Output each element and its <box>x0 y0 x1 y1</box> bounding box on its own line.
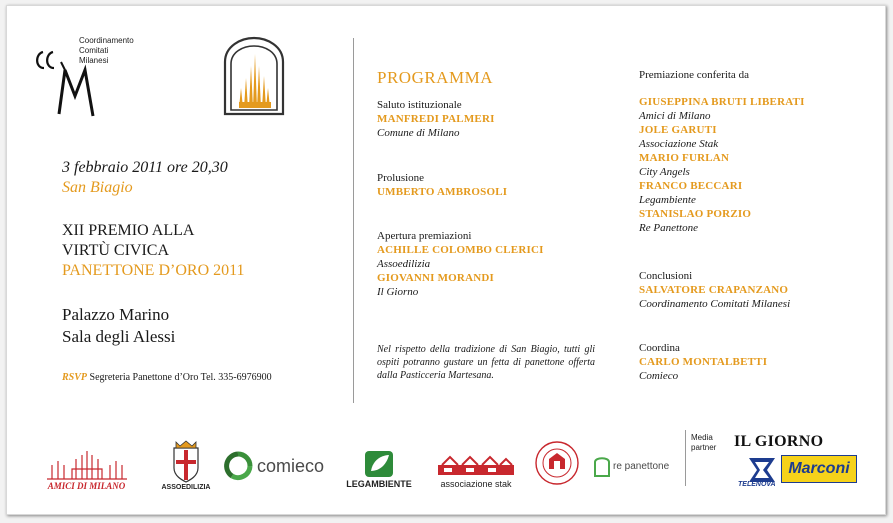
media-label-line: partner <box>691 443 717 452</box>
speaker-org: Comune di Milano <box>377 127 460 139</box>
award-name: STANISLAO PORZIO <box>639 208 752 220</box>
award-org: City Angels <box>639 166 690 178</box>
award-name: GIUSEPPINA BRUTI LIBERATI <box>639 96 805 108</box>
speaker-org: Assoedilizia <box>377 258 431 270</box>
role-label: Coordina <box>639 342 680 354</box>
award-name: JOLE GARUTI <box>639 124 717 136</box>
sponsor-row <box>31 431 681 491</box>
title-line: VIRTÙ CIVICA <box>62 242 170 259</box>
speaker-org: Comieco <box>639 370 679 382</box>
awards-title: Premiazione conferita da <box>639 69 749 81</box>
speaker-name: CARLO MONTALBETTI <box>639 356 768 368</box>
program-conclusioni <box>639 269 790 311</box>
awards-list <box>639 68 805 235</box>
program-coordina <box>639 341 767 383</box>
award-org: Amici di Milano <box>639 110 711 122</box>
program-prolusione <box>377 171 507 199</box>
program-apertura <box>377 229 544 299</box>
media-divider <box>685 430 686 486</box>
sponsor-assoedilizia <box>151 431 221 491</box>
rsvp-contact: Segreteria Panettone d’Oro Tel. 335-6976900 <box>87 372 272 383</box>
sponsor-label: associazione stak <box>440 479 512 489</box>
stak-logo-icon <box>436 455 516 479</box>
sponsor-label: AMICI DI MILANO <box>47 481 126 491</box>
speaker-name: UMBERTO AMBROSOLI <box>377 186 508 198</box>
sponsor-re-panettone <box>593 449 683 483</box>
sponsor-label: LEGAMBIENTE <box>346 479 412 489</box>
title-line: XII PREMIO ALLA <box>62 222 195 239</box>
role-label: Saluto istituzionale <box>377 99 462 111</box>
speaker-name: SALVATORE CRAPANZANO <box>639 284 789 296</box>
telenova-label: TELENOVA <box>738 481 776 488</box>
radio-marconi-logo: Marconi <box>781 455 857 483</box>
org-line: Coordinamento <box>79 36 134 45</box>
city-angels-logo-icon <box>533 439 581 487</box>
speaker-name: GIOVANNI MORANDI <box>377 272 494 284</box>
role-label: Conclusioni <box>639 270 693 282</box>
recycle-icon <box>223 451 253 481</box>
program-saluto <box>377 98 495 140</box>
legambiente-leaf-icon <box>363 449 395 479</box>
program-note: Nel rispetto della tradizione di San Biagio, tutti gli ospiti potranno gustare un fetta di panettone offerta dalla Pasticceria Martesana. <box>377 344 595 381</box>
rsvp-label: RSVP <box>62 372 88 383</box>
award-org: Re Panettone <box>639 222 698 234</box>
award-org: Legambiente <box>639 194 696 206</box>
sponsor-amici-di-milano <box>39 439 134 491</box>
assoedilizia-crest-icon <box>168 440 204 484</box>
re-panettone-icon <box>593 454 611 478</box>
sponsor-city-angels <box>531 435 583 487</box>
sponsor-stak <box>431 447 521 489</box>
rsvp-line <box>62 372 272 383</box>
speaker-name: ACHILLE COLOMBO CLERICI <box>377 244 544 256</box>
speaker-name: MANFREDI PALMERI <box>377 113 495 125</box>
role-label: Prolusione <box>377 172 425 184</box>
org-line: Comitati <box>79 46 109 55</box>
ccm-org-name <box>79 36 134 66</box>
speaker-org: Coordinamento Comitati Milanesi <box>639 298 791 310</box>
panettone-logo-icon <box>217 36 291 116</box>
event-venue: San Biagio <box>62 179 133 196</box>
location-room: Sala degli Alessi <box>62 327 176 346</box>
media-label-line: Media <box>691 433 713 442</box>
sponsor-legambiente <box>339 439 419 489</box>
award-org: Associazione Stak <box>639 138 719 150</box>
sponsor-label: ASSOEDILIZIA <box>161 484 211 491</box>
event-title <box>62 221 245 281</box>
column-divider <box>353 38 354 403</box>
event-date: 3 febbraio 2011 ore 20,30 <box>62 159 228 176</box>
role-label: Apertura premiazioni <box>377 230 472 242</box>
il-giorno-logo: IL GIORNO <box>734 433 824 450</box>
amici-di-milano-logo-icon <box>42 451 132 481</box>
program-title: PROGRAMMA <box>377 68 493 87</box>
sponsor-comieco <box>223 449 333 483</box>
sponsor-label: re panettone <box>613 460 670 472</box>
media-partner-label <box>691 433 716 453</box>
invitation-card <box>6 5 886 515</box>
award-name: FRANCO BECCARI <box>639 180 743 192</box>
event-location <box>62 304 175 348</box>
speaker-org: Il Giorno <box>377 286 419 298</box>
sponsor-label: comieco <box>257 455 325 476</box>
title-line-highlight: PANETTONE D’ORO 2011 <box>62 262 245 279</box>
award-name: MARIO FURLAN <box>639 152 730 164</box>
location-building: Palazzo Marino <box>62 305 170 324</box>
org-line: Milanesi <box>79 56 109 65</box>
